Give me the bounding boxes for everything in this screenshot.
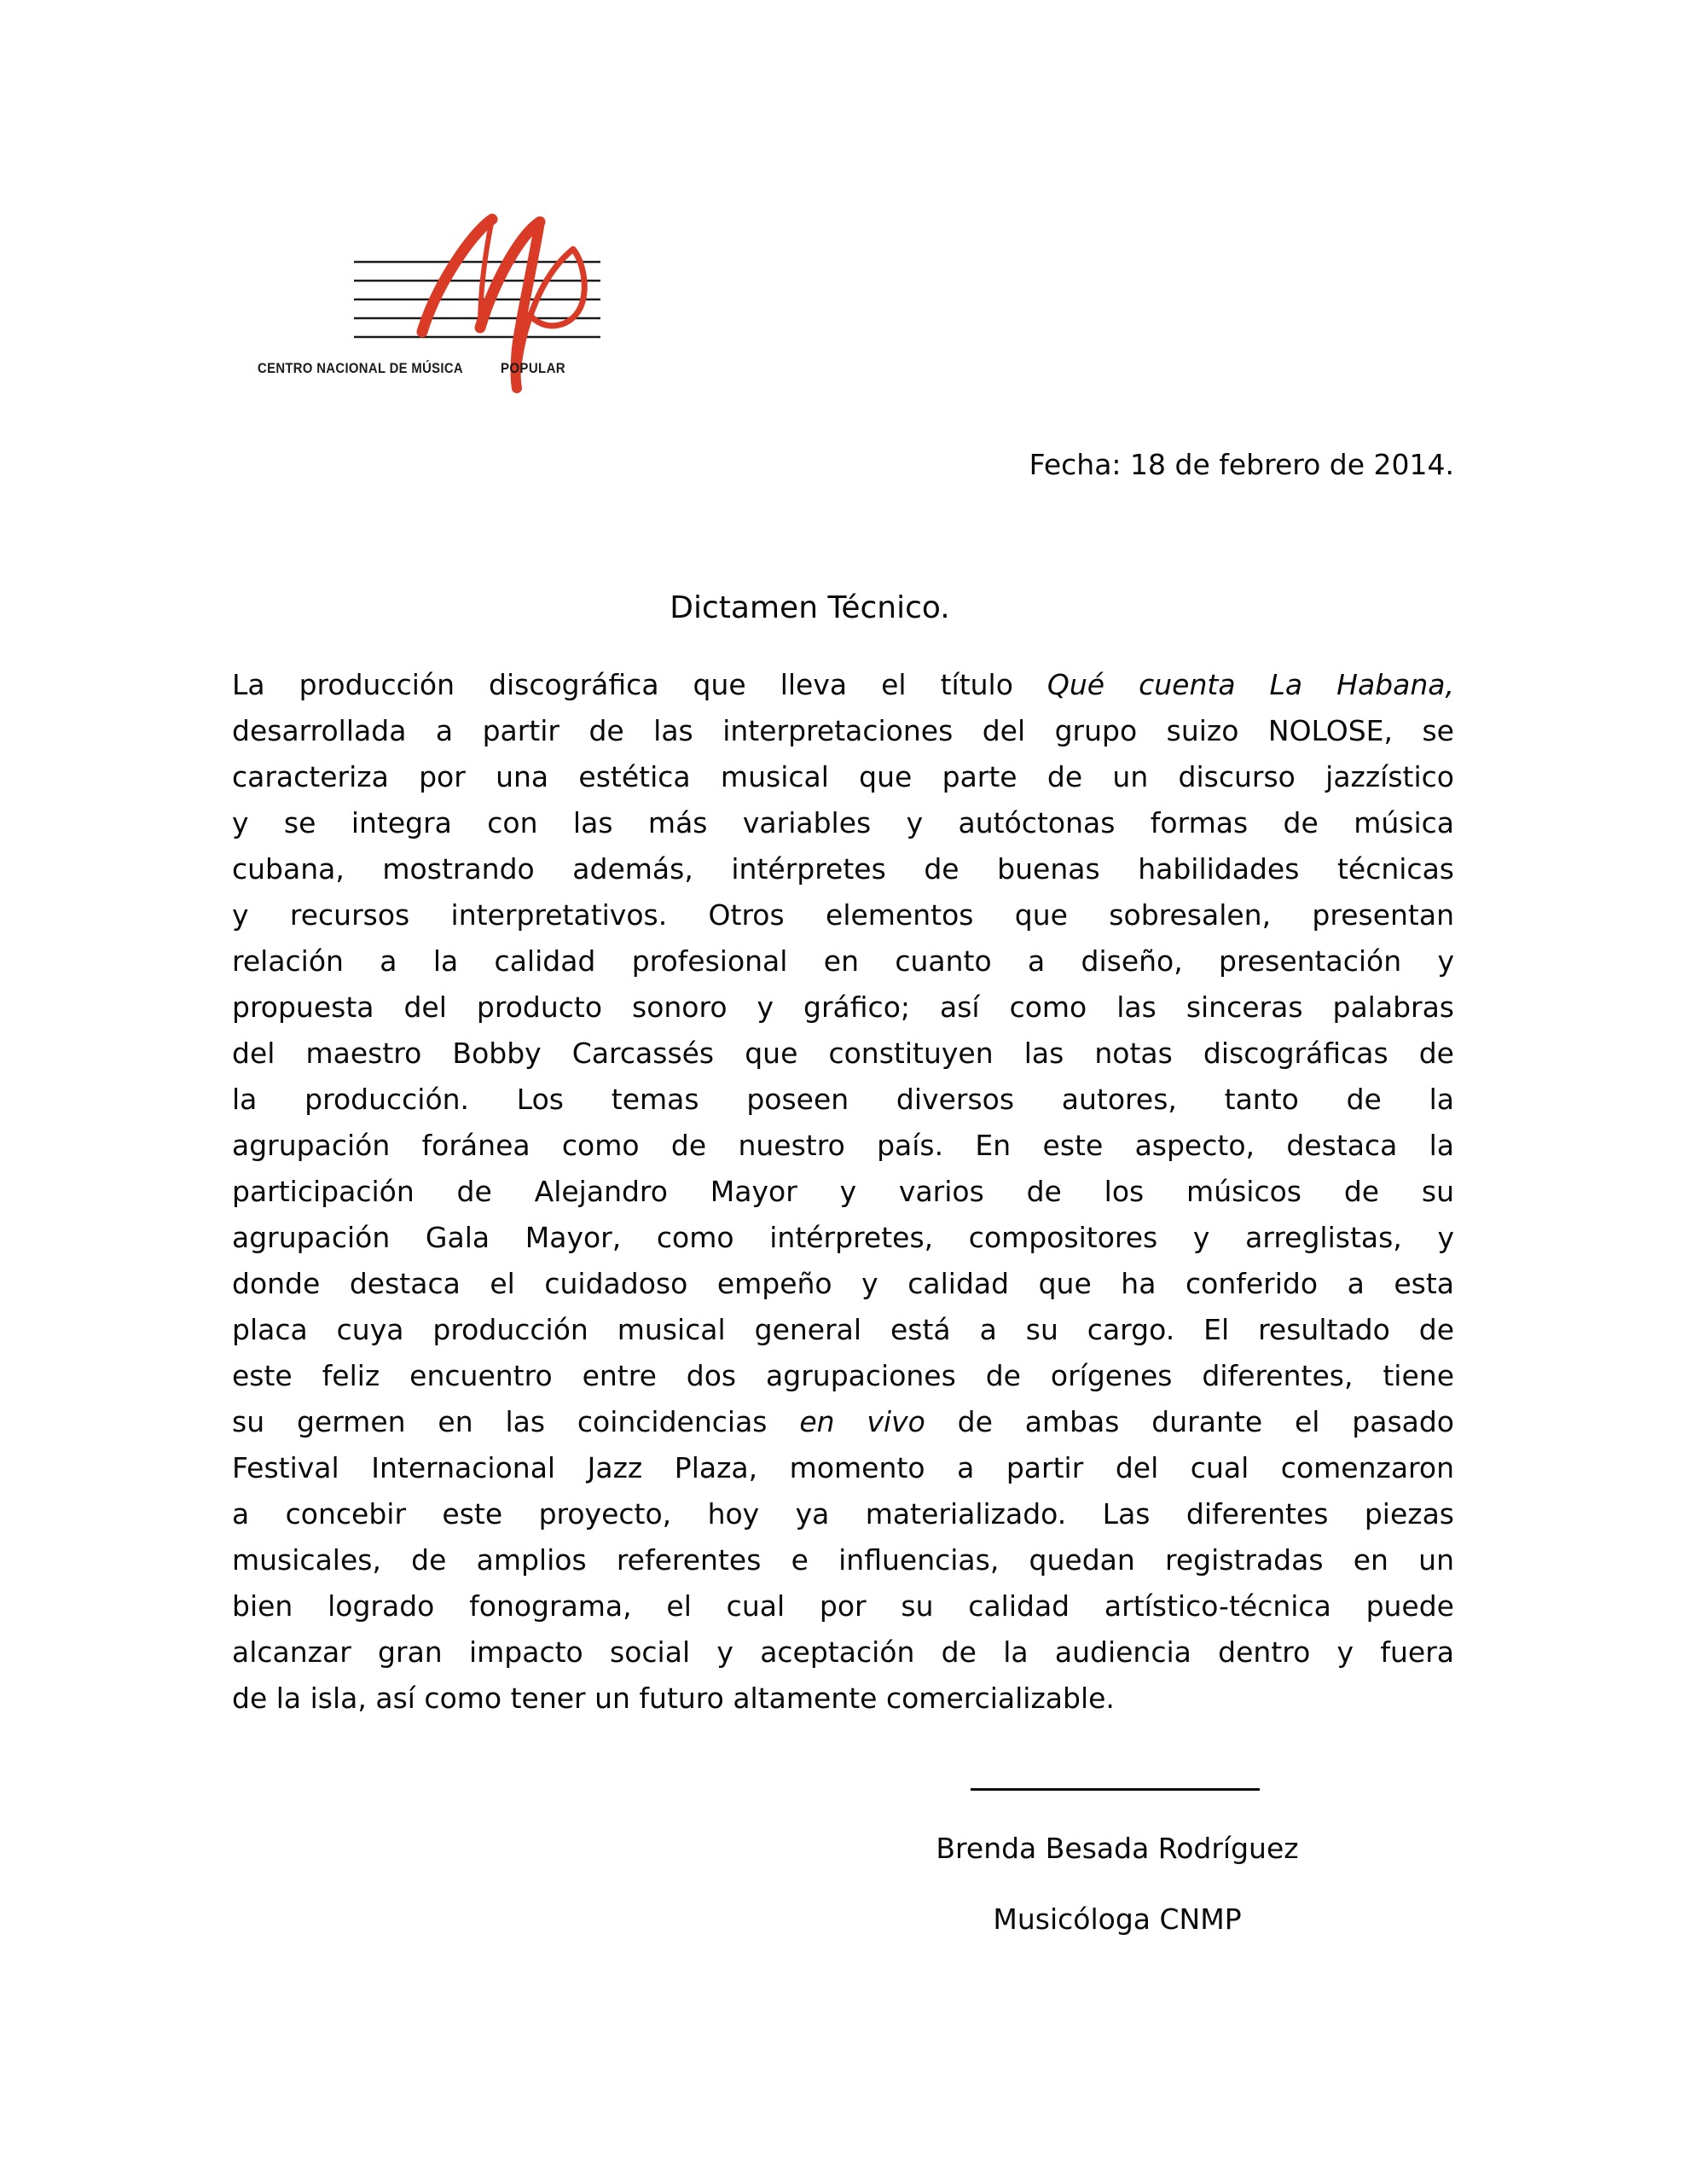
body-line: caracteriza por una estética musical que parte de un discurso jazzístico bbox=[232, 760, 1454, 793]
cnmp-logo bbox=[256, 212, 606, 401]
body-line: y se integra con las más variables y autóctonas formas de música bbox=[232, 806, 1454, 839]
date-line: Fecha: 18 de febrero de 2014. bbox=[1029, 448, 1454, 481]
logo-caption-left: CENTRO NACIONAL DE MÚSICA bbox=[258, 360, 463, 376]
logo-caption-right: POPULAR bbox=[501, 360, 565, 376]
body-line: desarrollada a partir de las interpretaciones del grupo suizo NOLOSE, se bbox=[232, 714, 1454, 747]
signature-name: Brenda Besada Rodríguez bbox=[936, 1832, 1299, 1865]
body-line: bien logrado fonograma, el cual por su calidad artístico-técnica puede bbox=[232, 1589, 1454, 1623]
body-line: musicales, de amplios referentes e influencias, quedan registradas en un bbox=[232, 1543, 1454, 1577]
body-line: placa cuya producción musical general está a su cargo. El resultado de bbox=[232, 1313, 1454, 1346]
body-line: agrupación Gala Mayor, como intérpretes, compositores y arreglistas, y bbox=[232, 1221, 1454, 1254]
body-line: del maestro Bobby Carcassés que constituyen las notas discográficas de bbox=[232, 1037, 1454, 1070]
signature-role: Musicóloga CNMP bbox=[993, 1902, 1242, 1936]
body-line: agrupación foránea como de nuestro país. En este aspecto, destaca la bbox=[232, 1129, 1454, 1162]
body-line: cubana, mostrando además, intérpretes de buenas habilidades técnicas bbox=[232, 852, 1454, 886]
body-line: este feliz encuentro entre dos agrupaciones de orígenes diferentes, tiene bbox=[232, 1359, 1454, 1392]
body-line: a concebir este proyecto, hoy ya materializado. Las diferentes piezas bbox=[232, 1497, 1454, 1531]
body-line: su germen en las coincidencias en vivo de ambas durante el pasado bbox=[232, 1405, 1454, 1438]
page-title: Dictamen Técnico. bbox=[670, 590, 950, 625]
body-line: relación a la calidad profesional en cuanto a diseño, presentación y bbox=[232, 944, 1454, 978]
body-line: Festival Internacional Jazz Plaza, momento a partir del cual comenzaron bbox=[232, 1451, 1454, 1484]
body-line: la producción. Los temas poseen diversos autores, tanto de la bbox=[232, 1083, 1454, 1116]
body-line: donde destaca el cuidadoso empeño y calidad que ha conferido a esta bbox=[232, 1267, 1454, 1300]
body-line: propuesta del producto sonoro y gráfico; así como las sinceras palabras bbox=[232, 990, 1454, 1024]
body-line: La producción discográfica que lleva el título Qué cuenta La Habana, bbox=[232, 668, 1454, 701]
body-line: alcanzar gran impacto social y aceptación de la audiencia dentro y fuera bbox=[232, 1635, 1454, 1669]
body-line: y recursos interpretativos. Otros elementos que sobresalen, presentan bbox=[232, 898, 1454, 932]
body-line: participación de Alejandro Mayor y varios de los músicos de su bbox=[232, 1175, 1454, 1208]
signature-line bbox=[971, 1788, 1260, 1791]
body-line: de la isla, así como tener un futuro altamente comercializable. bbox=[232, 1682, 1115, 1715]
body-paragraph bbox=[232, 662, 1454, 1722]
